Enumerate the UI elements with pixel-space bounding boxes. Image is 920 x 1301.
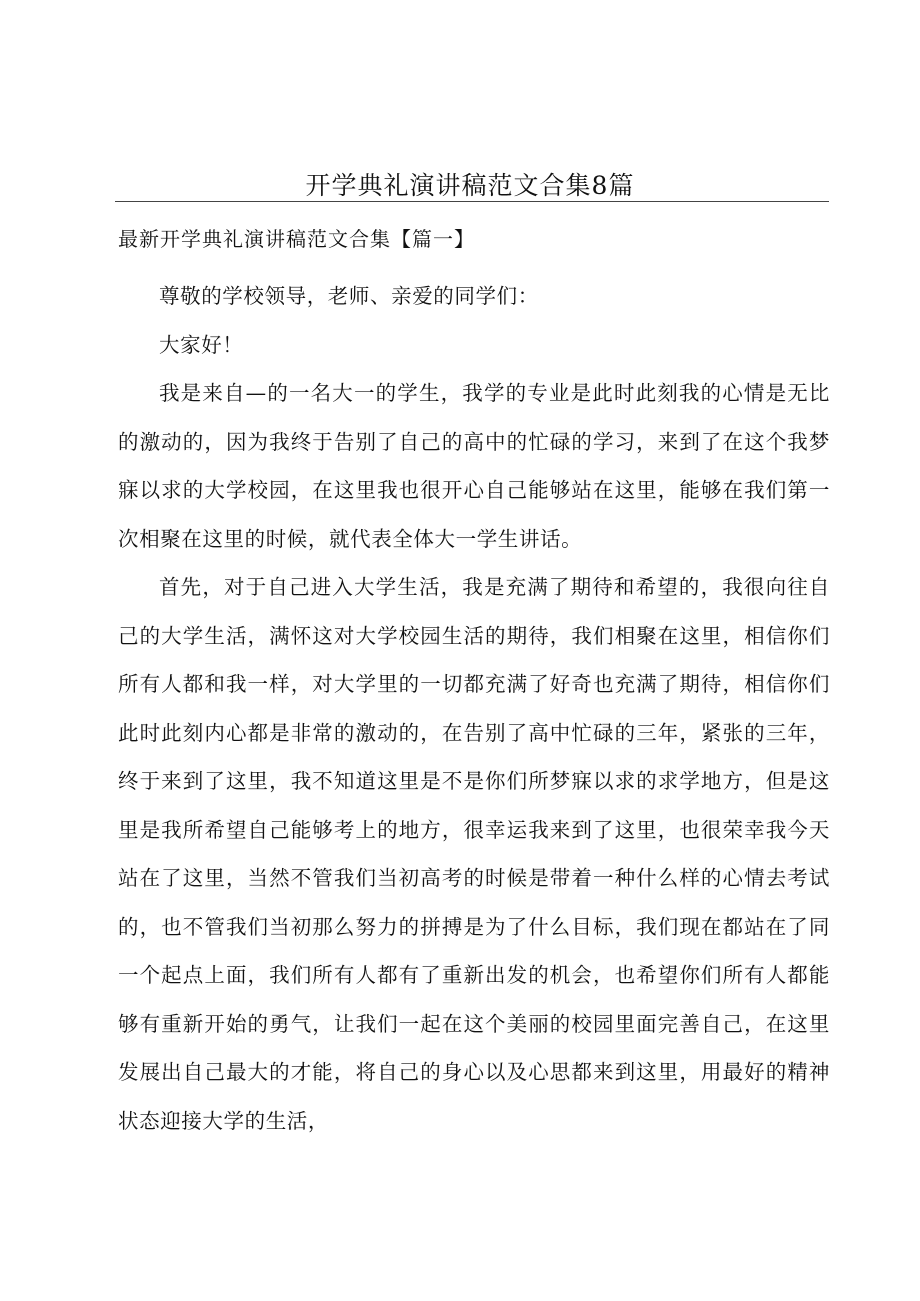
title-divider	[115, 201, 829, 202]
body-paragraph: 我是来自—的一名大一的学生，我学的专业是此时此刻我的心情是无比的激动的，因为我终于告别了自己的高中的忙碌的学习，来到了在这个我梦寐以求的大学校园，在这里我也很开心自己能够站在这里，能够在我们第一次相聚在这里的时候，就代表全体大一学生讲话。	[118, 381, 830, 551]
body-paragraph: 首先，对于自己进入大学生活，我是充满了期待和希望的，我很向往自己的大学生活，满怀这对大学校园生活的期待，我们相聚在这里，相信你们所有人都和我一样，对大学里的一切都充满了好奇也充满了期待，相信你们此时此刻内心都是非常的激动的，在告别了高中忙碌的三年，紧张的三年，终于来到了这里，我不知道这里是不是你们所梦寐以求的求学地方，但是这里是我所希望自己能够考上的地方，很幸运我来到了这里，也很荣幸我今天站在了这里，当然不管我们当初高考的时候是带着一种什么样的心情去考试的，也不管我们当初那么努力的拼搏是为了什么目标，我们现在都站在了同一个起点上面，我们所有人都有了重新出发的机会，也希望你们所有人都能够有重新开始的勇气，让我们一起在这个美丽的校园里面完善自己，在这里发展出自己最大的才能，将自己的身心以及心思都来到这里，用最好的精神状态迎接大学的生活，	[118, 575, 830, 1133]
section-heading: 最新开学典礼演讲稿范文合集【篇一】	[118, 227, 475, 251]
greeting-paragraph: 大家好！	[159, 332, 244, 357]
salutation-paragraph: 尊敬的学校领导，老师、亲爱的同学们：	[159, 284, 539, 308]
document-title: 开学典礼演讲稿范文合集8篇	[305, 171, 635, 200]
document-body	[118, 272, 830, 1145]
